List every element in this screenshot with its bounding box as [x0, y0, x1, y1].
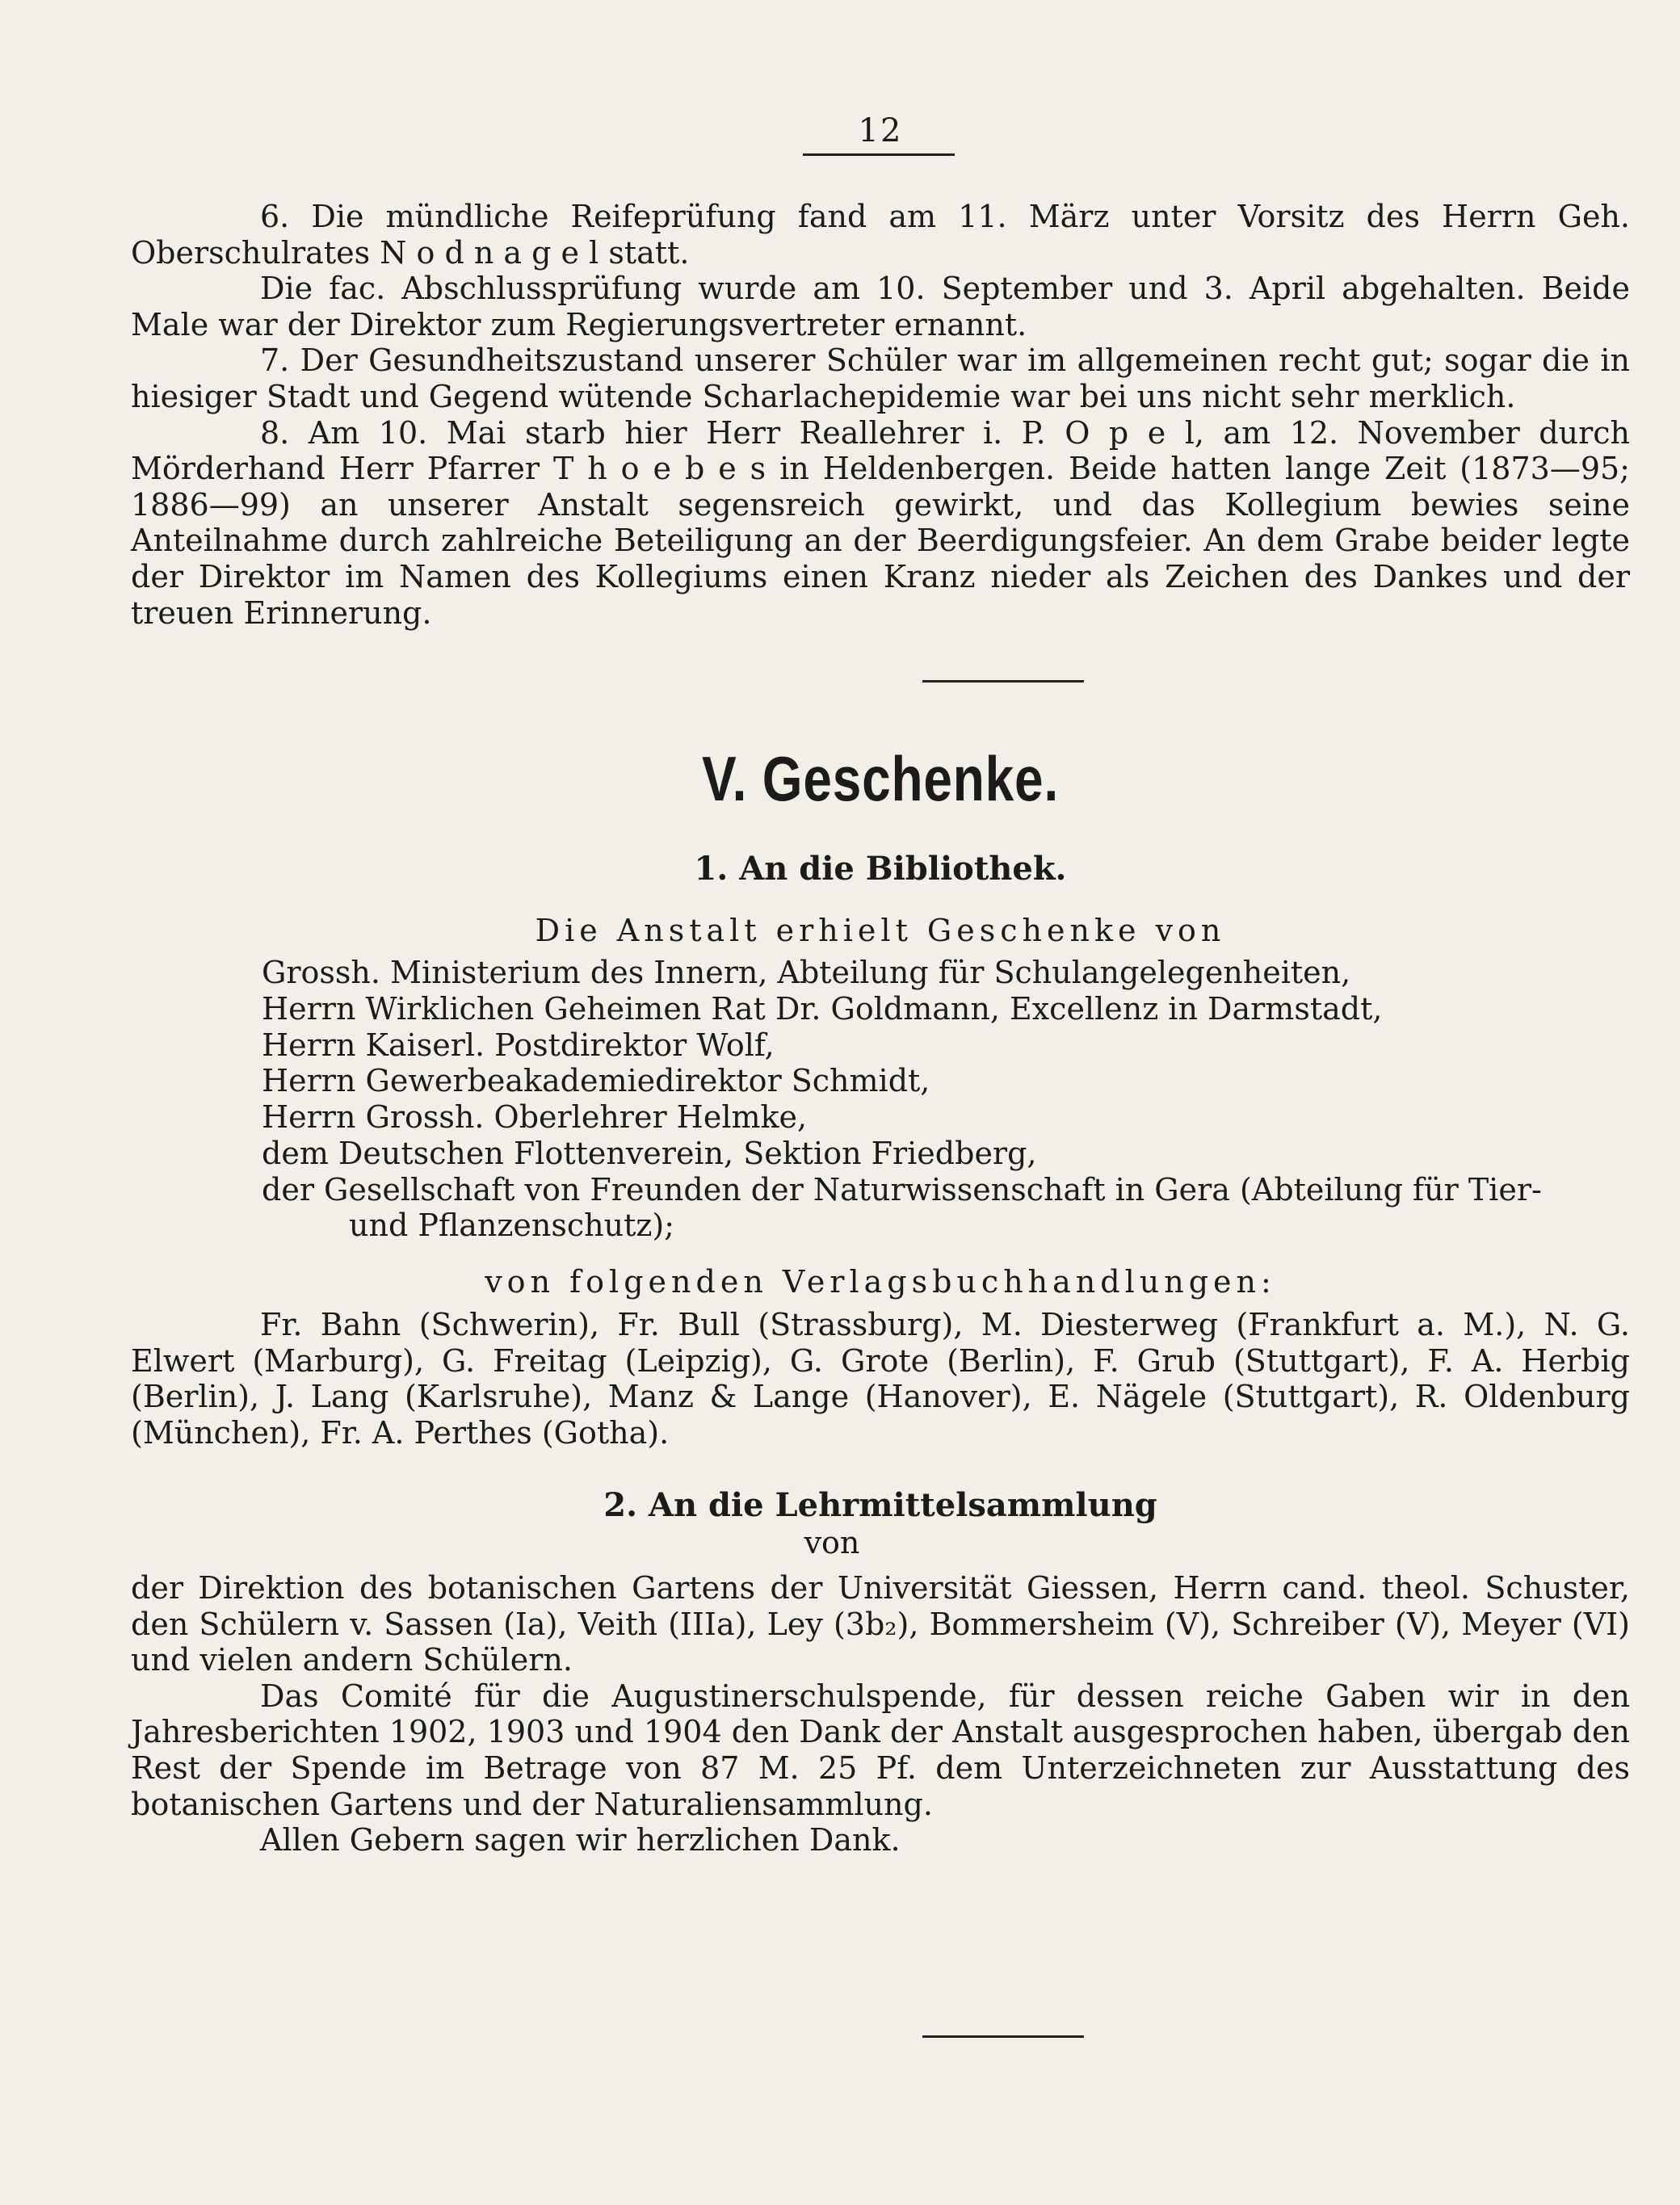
paragraph-augustinerschulspende: Das Comité für die Augustinerschulspende, für dessen reiche Gaben wir in den Jahresberichten 1902, 1903 und 1904 den Dank der Anstalt ausgesprochen haben, übergab den Rest der Spende im Betrage von 87 M. 25 Pf. dem Unterzeichneten zur Ausstattung des botanischen Gartens und der Naturaliensammlung. [131, 1678, 1630, 1822]
intro-section [131, 199, 1630, 631]
donor-line: Herrn Kaiserl. Postdirektor Wolf, [262, 1027, 775, 1063]
donor-line: Herrn Wirklichen Geheimen Rat Dr. Goldmann, Excellenz in Darmstadt, [262, 991, 1383, 1027]
paragraph-reifepruefung: 6. Die mündliche Reifeprüfung fand am 11. März unter Vorsitz des Herrn Geh. Oberschulrates N o d n a g e l statt. [131, 199, 1630, 271]
paragraph-gesundheitszustand: 7. Der Gesundheitszustand unserer Schüler war im allgemeinen recht gut; sogar die in hiesiger Stadt und Gegend wütende Scharlachepidemie war bei uns nicht sehr merklich. [131, 342, 1630, 414]
donor-line: Grossh. Ministerium des Innern, Abteilung für Schulangelegenheiten, [262, 955, 1351, 990]
subsection-title-lehrmittelsammlung: 2. An die Lehrmittelsammlung [603, 1486, 1157, 1524]
paragraph-todesfaelle: 8. Am 10. Mai starb hier Herr Reallehrer i. P. O p e l, am 12. November durch Mörderhand Herr Pfarrer T h o e b e s in Heldenbergen. Beide hatten lange Zeit (1873—95; 1886—99) an unserer Anstalt segensreich gewirkt, und das Kollegium bewies seine Anteilnahme durch zahlreiche Beteiligung an der Beerdigungsfeier. An dem Grabe beider legte der Direktor im Namen des Kollegiums einen Kranz nieder als Zeichen des Dankes und der treuen Erinnerung. [131, 414, 1630, 631]
lehrmittel-section [131, 1570, 1630, 1858]
donor-line-continuation: und Pflanzenschutz); [349, 1208, 675, 1243]
publishers-list: Fr. Bahn (Schwerin), Fr. Bull (Strassburg), M. Diesterweg (Frankfurt a. M.), N. G. Elwert (Marburg), G. Freitag (Leipzig), G. Grote (Berlin), F. Grub (Stuttgart), F. A. Herbig (Berlin), J. Lang (Karlsruhe), Manz & Lange (Hanover), E. Nägele (Stuttgart), R. Oldenburg (München), Fr. A. Perthes (Gotha). [131, 1307, 1630, 1451]
subsection-title-bibliothek: 1. An die Bibliothek. [694, 850, 1067, 888]
donor-line: der Gesellschaft von Freunden der Naturwissenschaft in Gera (Abteilung für Tier- [262, 1172, 1542, 1208]
donor-line: dem Deutschen Flottenverein, Sektion Friedberg, [262, 1136, 1037, 1171]
donors-intro: Die Anstalt erhielt Geschenke von [535, 913, 1226, 948]
page-number: 12 [858, 112, 903, 149]
paragraph-thanks: Allen Gebern sagen wir herzlichen Dank. [260, 1822, 901, 1858]
header-rule [803, 153, 955, 156]
von-label: von [804, 1525, 860, 1560]
lehrmittel-donors: der Direktion des botanischen Gartens der Universität Giessen, Herrn cand. theol. Schuster, den Schülern v. Sassen (Ia), Veith (IIIa), Ley (3b₂), Bommersheim (V), Schreiber (V), Meyer (VI) und vielen andern Schülern. [131, 1570, 1630, 1678]
section-title: V. Geschenke. [701, 743, 1060, 814]
bottom-rule [922, 2035, 1084, 2038]
section-divider [922, 680, 1084, 682]
donor-line: Herrn Grossh. Oberlehrer Helmke, [262, 1099, 808, 1135]
publishers-block [131, 1307, 1630, 1451]
publishers-intro: von folgenden Verlagsbuchhandlungen: [485, 1264, 1276, 1300]
paragraph-abschlusspruefung: Die fac. Abschlussprüfung wurde am 10. September und 3. April abgehalten. Beide Male war der Direktor zum Regierungsvertreter ernannt. [131, 271, 1630, 342]
donor-line: Herrn Gewerbeakademiedirektor Schmidt, [262, 1063, 930, 1098]
